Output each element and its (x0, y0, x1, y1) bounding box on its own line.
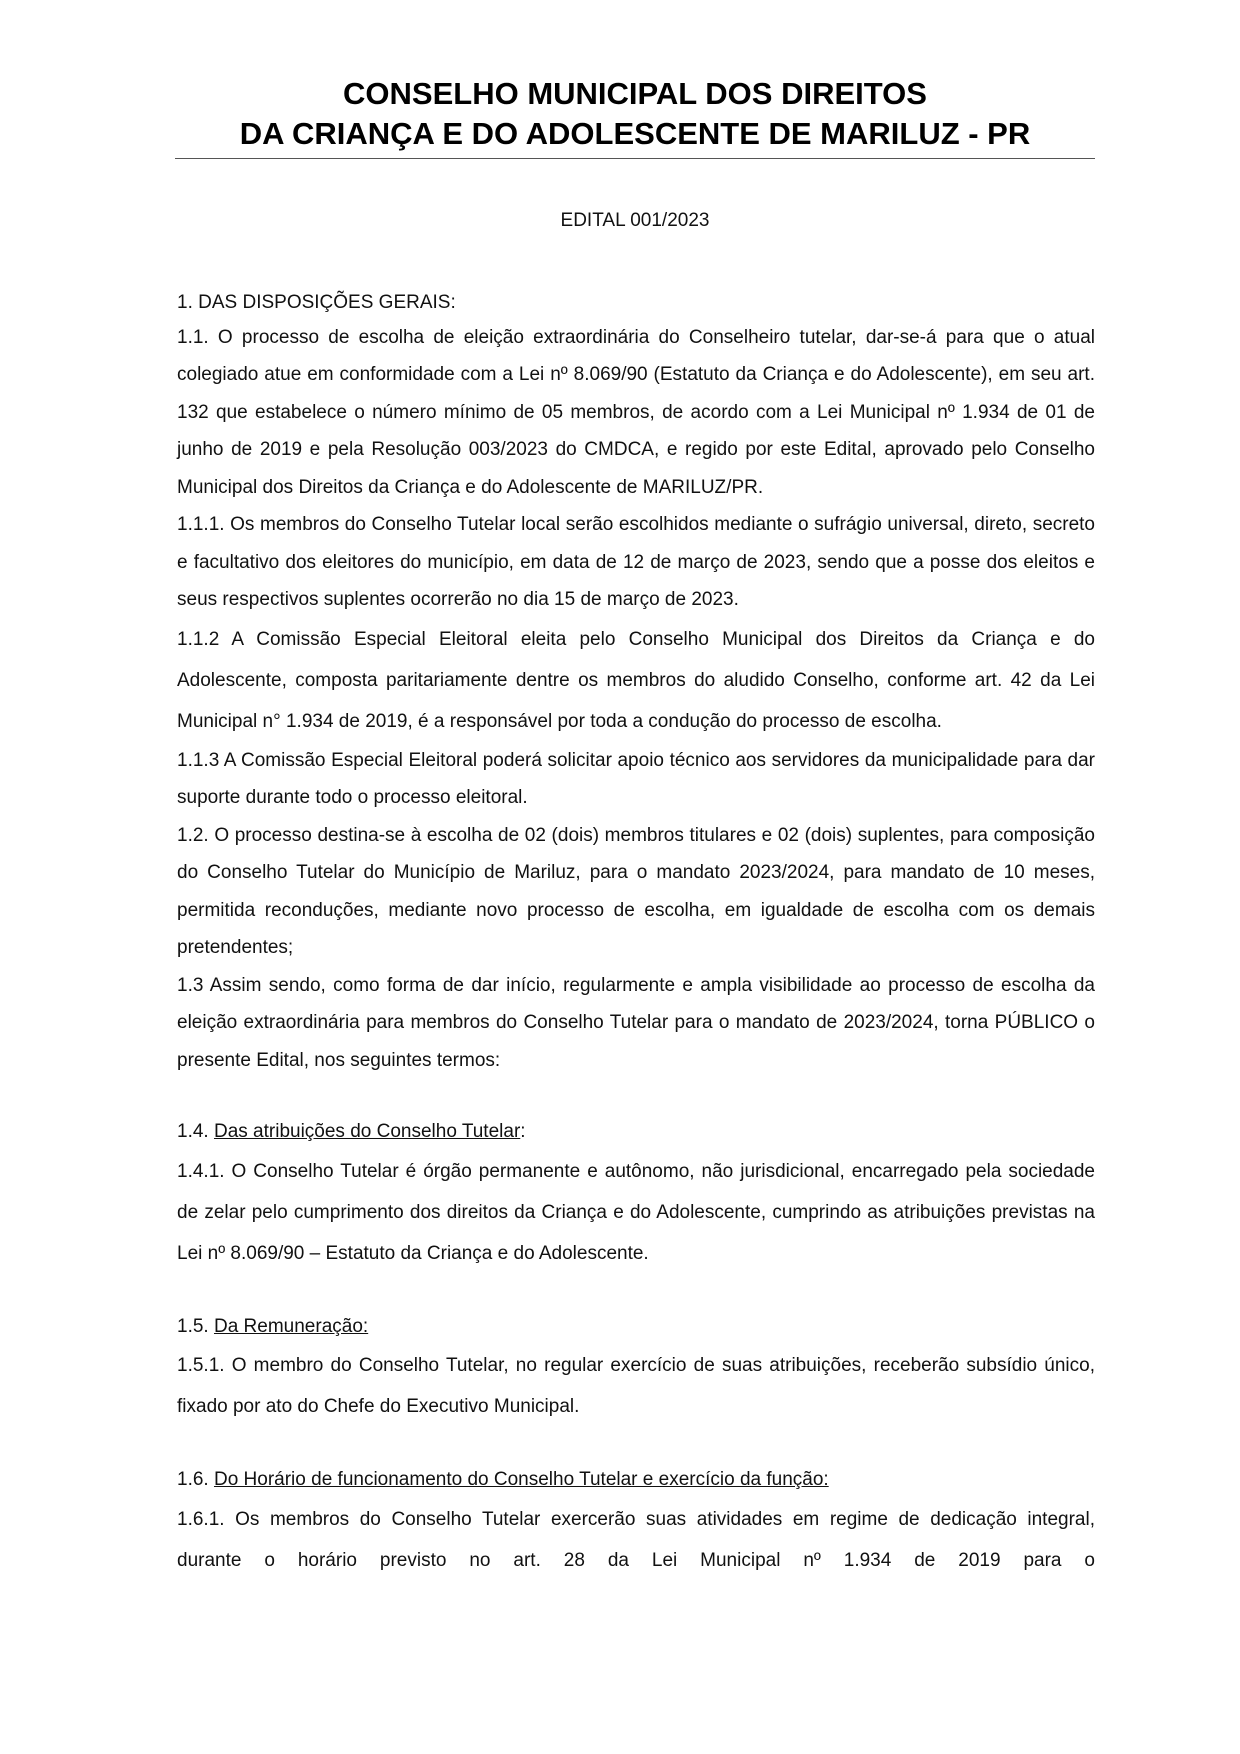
section-1-6-heading (177, 1461, 1095, 1499)
paragraph-1-1-3: 1.1.3 A Comissão Especial Eleitoral poderá solicitar apoio técnico aos servidores da municipalidade para dar suporte durante todo o processo eleitoral. (177, 749, 1095, 808)
section-1-4-number: 1.4. (177, 1121, 209, 1142)
spacer (177, 1274, 1095, 1308)
section-1-6-number: 1.6. (177, 1469, 209, 1490)
document-header (175, 74, 1095, 154)
paragraph-1-1: 1.1. O processo de escolha de eleição extraordinária do Conselheiro tutelar, dar-se-á para que o atual colegiado atue em conformidade com a Lei nº 8.069/90 (Estatuto da Criança e do Adolescente), em seu art. 132 que estabelece o número mínimo de 05 membros, de acordo com a Lei Municipal nº 1.934 de 01 de junho de 2019 e pela Resolução 003/2023 do CMDCA, e regido por este Edital, aprovado pelo Conselho Municipal dos Direitos da Criança e do Adolescente de MARILUZ/PR. (177, 326, 1095, 498)
section-1-4-heading (177, 1113, 1095, 1151)
header-line-1: CONSELHO MUNICIPAL DOS DIREITOS (343, 76, 927, 111)
spacer (177, 1427, 1095, 1461)
section-1-4-colon: : (520, 1121, 526, 1142)
paragraph-1-6-1: 1.6.1. Os membros do Conselho Tutelar exercerão suas atividades em regime de dedicação integral, durante o horário previsto no art. 28 da Lei Municipal nº 1.934 de 2019 para o (177, 1508, 1095, 1571)
section-1-5-number: 1.5. (177, 1315, 209, 1337)
section-1-5-heading (177, 1308, 1095, 1346)
paragraph-1-2: 1.2. O processo destina-se à escolha de 02 (dois) membros titulares e 02 (dois) suplentes, para composição do Conselho Tutelar do Município de Mariluz, para o mandato 2023/2024, para mandato de 10 meses, permitida reconduções, mediante novo processo de escolha, em igualdade de escolha com os demais pretendentes; (177, 824, 1095, 958)
edital-number: EDITAL 001/2023 (560, 210, 710, 231)
paragraph-1-5-1: 1.5.1. O membro do Conselho Tutelar, no regular exercício de suas atribuições, receberão subsídio único, fixado por ato do Chefe do Executivo Municipal. (177, 1355, 1095, 1417)
section-1-title: 1. DAS DISPOSIÇÕES GERAIS: (177, 292, 456, 313)
header-line-2: DA CRIANÇA E DO ADOLESCENTE DE MARILUZ - PR (239, 116, 1031, 151)
header-divider (175, 158, 1095, 159)
paragraph-1-1-2: 1.1.2 A Comissão Especial Eleitoral eleita pelo Conselho Municipal dos Direitos da Criança e do Adolescente, composta paritariamente dentre os membros do aludido Conselho, conforme art. 42 da Lei Municipal n° 1.934 de 2019, é a responsável por toda a condução do processo de escolha. (177, 628, 1095, 732)
paragraph-1-1-1: 1.1.1. Os membros do Conselho Tutelar local serão escolhidos mediante o sufrágio universal, direto, secreto e facultativo dos eleitores do município, em data de 12 de março de 2023, sendo que a posse dos eleitos e seus respectivos suplentes ocorrerão no dia 15 de março de 2023. (177, 514, 1095, 610)
document-body (177, 284, 1095, 1581)
section-1-6-title: Do Horário de funcionamento do Conselho Tutelar e exercício da função: (213, 1469, 829, 1490)
paragraph-1-4-1: 1.4.1. O Conselho Tutelar é órgão permanente e autônomo, não jurisdicional, encarregado pela sociedade de zelar pelo cumprimento dos direitos da Criança e do Adolescente, cumprindo as atribuições previstas na Lei nº 8.069/90 – Estatuto da Criança e do Adolescente. (177, 1160, 1095, 1264)
section-1-5-title: Da Remuneração: (213, 1315, 369, 1337)
paragraph-1-3: 1.3 Assim sendo, como forma de dar início, regularmente e ampla visibilidade ao processo de escolha da eleição extraordinária para membros do Conselho Tutelar para o mandato de 2023/2024, torna PÚBLICO o presente Edital, nos seguintes termos: (177, 974, 1095, 1071)
spacer (177, 1079, 1095, 1113)
section-1-4-title: Das atribuições do Conselho Tutelar (213, 1121, 521, 1142)
